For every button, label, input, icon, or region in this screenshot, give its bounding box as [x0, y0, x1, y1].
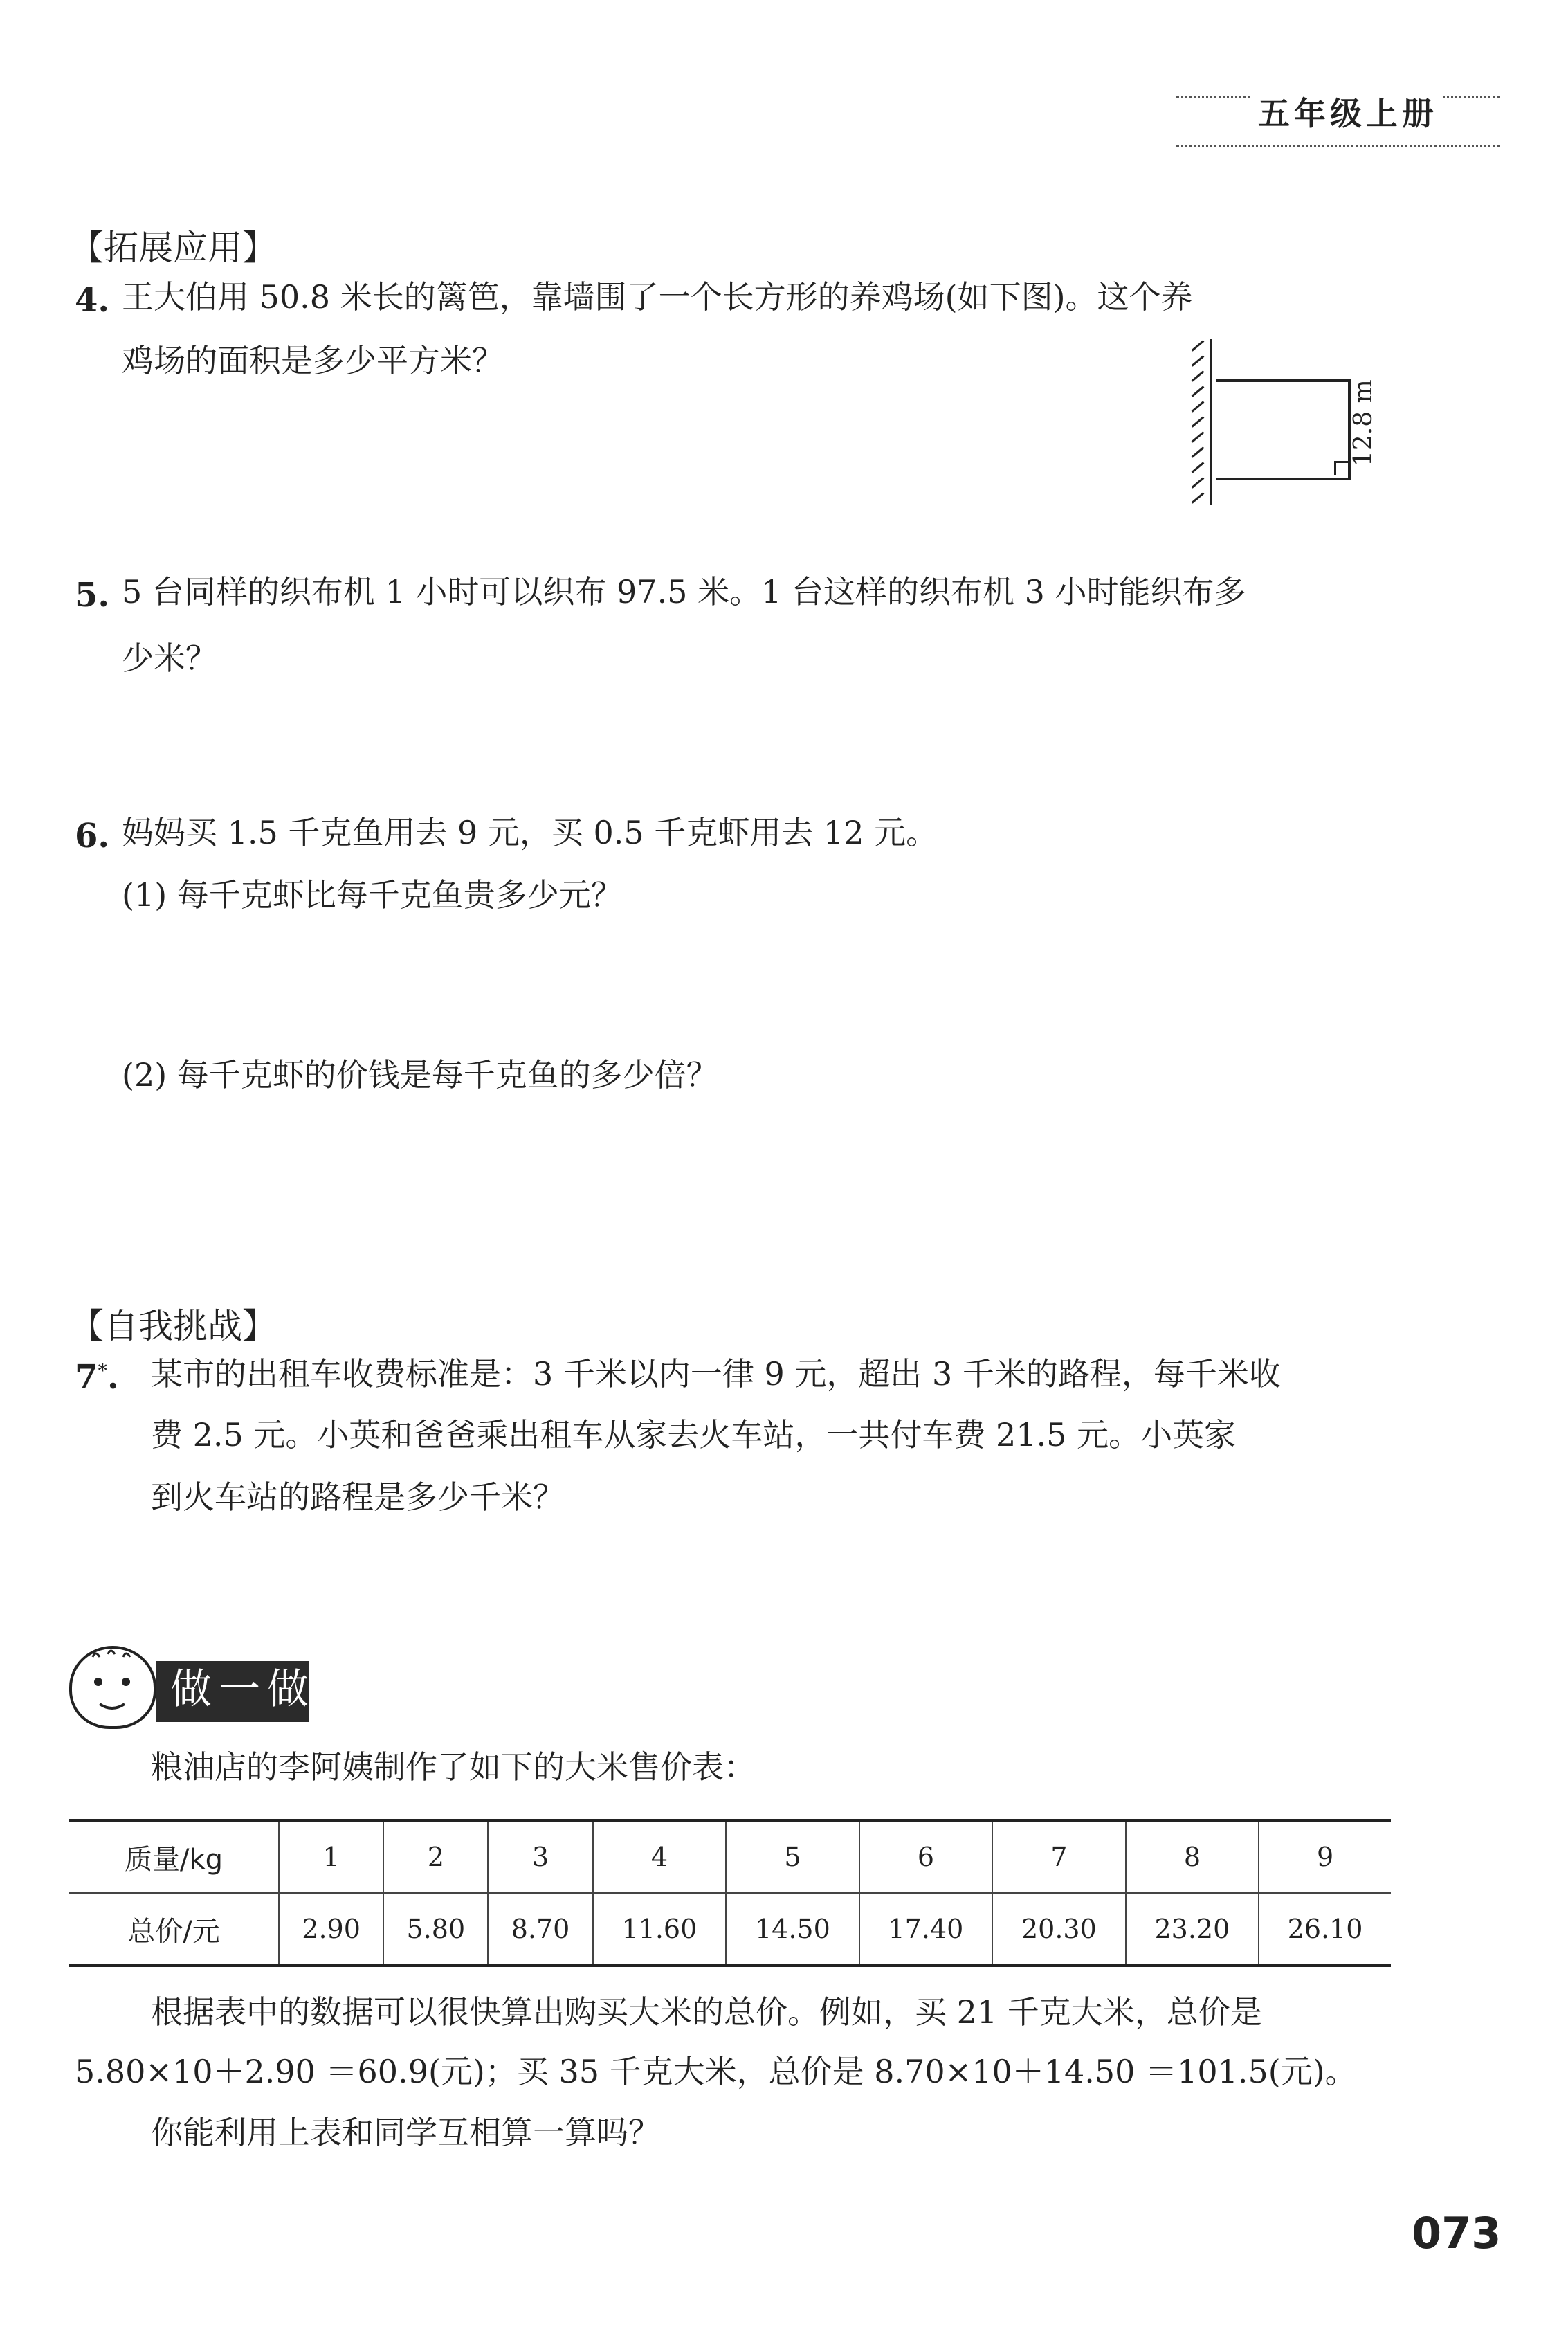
- table-cell: 14.50: [726, 1893, 859, 1966]
- wall-hatch: [1192, 492, 1205, 503]
- face-features-icon: [72, 1649, 154, 1726]
- question-text-line: 王大伯用 50.8 米长的篱笆，靠墙围了一个长方形的养鸡场(如下图)。这个养: [122, 278, 1193, 316]
- table-row: [69, 1820, 1391, 1893]
- table-cell: 26.10: [1259, 1893, 1391, 1966]
- table-cell: 5: [726, 1820, 859, 1893]
- table-cell: 17.40: [859, 1893, 993, 1966]
- wall-hatch: [1192, 431, 1205, 442]
- table-cell: 8.70: [488, 1893, 592, 1966]
- page-number: 073: [1412, 2208, 1502, 2258]
- wall-hatch: [1192, 416, 1205, 427]
- table-cell: 23.20: [1126, 1893, 1259, 1966]
- question-text-line: 费 2.5 元。小英和爸爸乘出租车从家去火车站，一共付车费 21.5 元。小英家: [151, 1416, 1237, 1453]
- question-text-line: 5 台同样的织布机 1 小时可以织布 97.5 米。1 台这样的织布机 3 小时能织布多: [122, 573, 1246, 610]
- sub-question-1: (1) 每千克虾比每千克鱼贵多少元？: [122, 876, 623, 914]
- question-text-line: 鸡场的面积是多少平方米？: [122, 342, 504, 379]
- question-text-line: 少米？: [122, 640, 217, 677]
- table-intro: 粮油店的李阿姨制作了如下的大米售价表：: [151, 1748, 756, 1786]
- sub-question-2: (2) 每千克虾的价钱是每千克鱼的多少倍？: [122, 1056, 718, 1094]
- wall-hatch: [1192, 355, 1205, 366]
- table-cell: 3: [488, 1820, 592, 1893]
- section-title-challenge: 【自我挑战】: [69, 1306, 277, 1346]
- question-number: 6.: [75, 817, 110, 855]
- question-number: [75, 1358, 119, 1397]
- dimension-label: 12.8 m: [1349, 379, 1378, 466]
- table-cell: 4: [593, 1820, 727, 1893]
- explanation-line: 5.80×10＋2.90 ＝60.9(元)；买 35 千克大米，总价是 8.70×10＋14.50 ＝101.5(元)。: [75, 2053, 1357, 2090]
- table-cell: 9: [1259, 1820, 1391, 1893]
- challenge-star: *: [98, 1361, 108, 1381]
- rice-price-table: [69, 1819, 1391, 1967]
- table-cell: 7: [992, 1820, 1126, 1893]
- question-number: 4.: [75, 281, 110, 320]
- grade-label: 五年级上册: [1252, 89, 1443, 134]
- table-cell: 6: [859, 1820, 993, 1893]
- question-number: 5.: [75, 576, 110, 615]
- question-text-line: 某市的出租车收费标准是：3 千米以内一律 9 元，超出 3 千米的路程，每千米收: [151, 1355, 1281, 1393]
- table-cell: 8: [1126, 1820, 1259, 1893]
- cartoon-face-icon: [69, 1646, 156, 1729]
- table-cell: 5.80: [383, 1893, 488, 1966]
- table-row: [69, 1893, 1391, 1966]
- wall-hatch: [1192, 340, 1205, 351]
- question-text-line: 妈妈买 1.5 千克鱼用去 9 元，买 0.5 千克虾用去 12 元。: [122, 814, 938, 851]
- explanation-line: 根据表中的数据可以很快算出购买大米的总价。例如，买 21 千克大米，总价是: [151, 1993, 1262, 2031]
- explanation-line: 你能利用上表和同学互相算一算吗？: [151, 2114, 660, 2151]
- table-cell: 2.90: [279, 1893, 383, 1966]
- rectangle-yard: [1216, 379, 1351, 480]
- banner-title: 做一做: [170, 1665, 316, 1714]
- table-row-header: 总价/元: [69, 1893, 279, 1966]
- question-number-digit: 7: [75, 1358, 98, 1397]
- right-angle-mark: [1334, 461, 1349, 475]
- table-cell: 2: [383, 1820, 488, 1893]
- wall-hatch: [1192, 370, 1205, 381]
- wall-hatch: [1192, 462, 1205, 473]
- wall-hatch: [1192, 401, 1205, 412]
- question-number-dot: .: [107, 1358, 119, 1397]
- section-title-extend: 【拓展应用】: [69, 228, 277, 268]
- table-cell: 1: [279, 1820, 383, 1893]
- table-cell: 20.30: [992, 1893, 1126, 1966]
- wall-hatch: [1192, 477, 1205, 488]
- question-text-line: 到火车站的路程是多少千米？: [151, 1478, 565, 1516]
- table-cell: 11.60: [593, 1893, 727, 1966]
- wall-hatch: [1192, 446, 1205, 457]
- table-row-header: 质量/kg: [69, 1820, 279, 1893]
- wall-hatch: [1192, 386, 1205, 397]
